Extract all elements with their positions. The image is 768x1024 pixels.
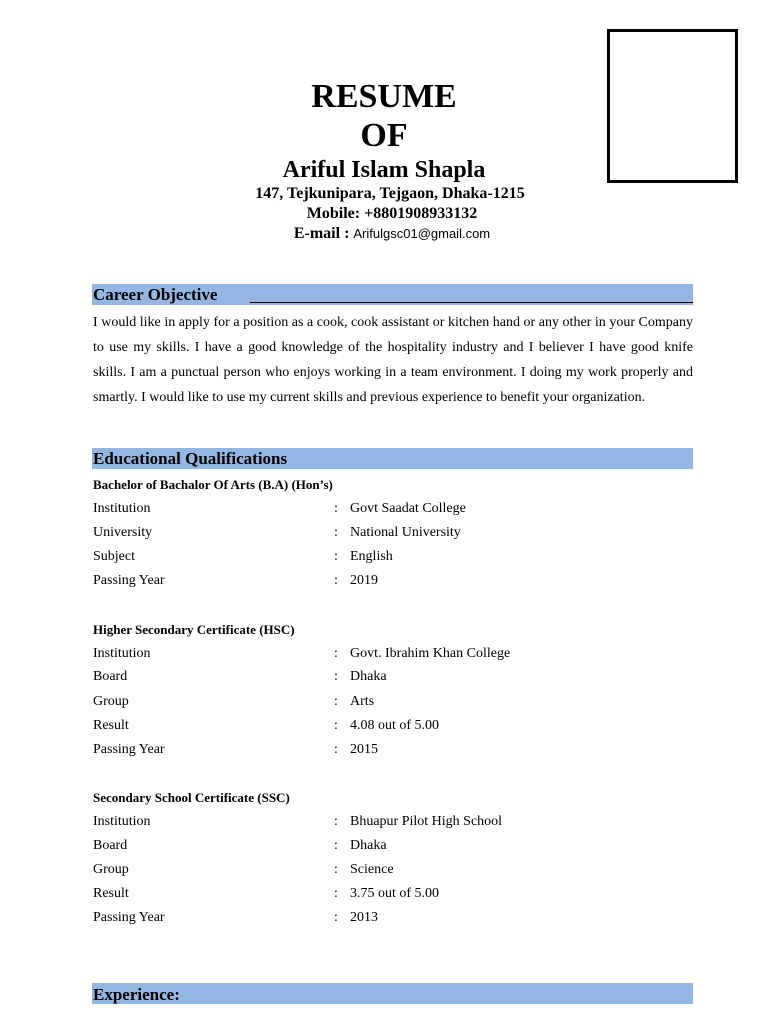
row-colon: :: [334, 862, 338, 877]
row-value: Dhaka: [350, 838, 387, 853]
email-value: Arifulgsc01@gmail.com: [353, 226, 491, 241]
row-colon: :: [334, 501, 338, 516]
row-colon: :: [334, 646, 338, 661]
table-row: [93, 547, 693, 567]
table-row: [93, 667, 693, 687]
table-row: [93, 499, 693, 519]
resume-title: RESUME: [311, 78, 457, 115]
candidate-name: Ariful Islam Shapla: [282, 157, 486, 183]
row-label: Result: [93, 718, 129, 733]
degree-title-ba: Bachelor of Bachalor Of Arts (B.A) (Hon’s): [93, 477, 333, 492]
row-value: Bhuapur Pilot High School: [350, 814, 503, 829]
row-label: Result: [93, 886, 129, 901]
table-row: [93, 571, 693, 591]
email-label: E-mail :: [293, 225, 350, 242]
candidate-address: 147, Tejkunipara, Tejgaon, Dhaka-1215: [255, 185, 525, 202]
table-row: [93, 523, 693, 543]
table-row: [93, 644, 693, 664]
candidate-email-line: [0, 224, 768, 244]
row-colon: :: [334, 549, 338, 564]
row-label: Group: [93, 694, 129, 709]
table-row: [93, 860, 693, 880]
row-label: Board: [93, 838, 128, 853]
table-row: [93, 716, 693, 736]
row-label: Passing Year: [93, 742, 165, 757]
row-colon: :: [334, 838, 338, 853]
candidate-mobile: Mobile: +8801908933132: [306, 205, 478, 222]
experience-heading: Experience:: [93, 985, 180, 1004]
row-colon: :: [334, 814, 338, 829]
career-objective-underline: [250, 302, 693, 303]
row-colon: :: [334, 694, 338, 709]
row-label: Group: [93, 862, 129, 877]
table-row: [93, 908, 693, 928]
table-row: [93, 812, 693, 832]
row-label: Passing Year: [93, 910, 165, 925]
resume-title-of: OF: [360, 117, 408, 154]
row-colon: :: [334, 718, 338, 733]
row-value: Science: [350, 862, 394, 877]
table-row: [93, 740, 693, 760]
row-value: Arts: [350, 694, 375, 709]
table-row: [93, 836, 693, 856]
degree-title-hsc: Higher Secondary Certificate (HSC): [93, 622, 295, 637]
row-value: National University: [350, 525, 461, 540]
table-row: [93, 884, 693, 904]
row-label: Passing Year: [93, 573, 165, 588]
row-colon: :: [334, 886, 338, 901]
row-label: University: [93, 525, 153, 540]
row-label: Board: [93, 669, 128, 684]
row-label: Institution: [93, 501, 151, 516]
row-colon: :: [334, 573, 338, 588]
row-value: 4.08 out of 5.00: [350, 718, 440, 733]
experience-bar: [92, 983, 693, 1004]
row-label: Subject: [93, 549, 135, 564]
row-colon: :: [334, 742, 338, 757]
row-label: Institution: [93, 646, 151, 661]
row-value: 2015: [350, 742, 378, 757]
career-objective-heading: Career Objective: [93, 285, 218, 304]
row-colon: :: [334, 525, 338, 540]
row-label: Institution: [93, 814, 151, 829]
row-value: Dhaka: [350, 669, 387, 684]
row-value: English: [350, 549, 393, 564]
career-objective-text: I would like in apply for a position as a cook, cook assistant or kitchen hand or any other in your Company to use my skills. I have a good knowledge of the hospitality industry and I believer I have good knife skills. I am a punctual person who enjoys working in a team environment. I doing my work properly and smartly. I would like to use my current skills and previous experience to benefit your organization.: [93, 315, 693, 405]
table-row: [93, 692, 693, 712]
education-heading: Educational Qualifications: [93, 449, 288, 468]
row-value: Govt Saadat College: [350, 501, 466, 516]
row-value: 3.75 out of 5.00: [350, 886, 440, 901]
row-colon: :: [334, 910, 338, 925]
row-value: 2019: [350, 573, 378, 588]
row-colon: :: [334, 669, 338, 684]
degree-title-ssc: Secondary School Certificate (SSC): [93, 790, 290, 805]
row-value: Govt. Ibrahim Khan College: [350, 646, 511, 661]
row-value: 2013: [350, 910, 378, 925]
